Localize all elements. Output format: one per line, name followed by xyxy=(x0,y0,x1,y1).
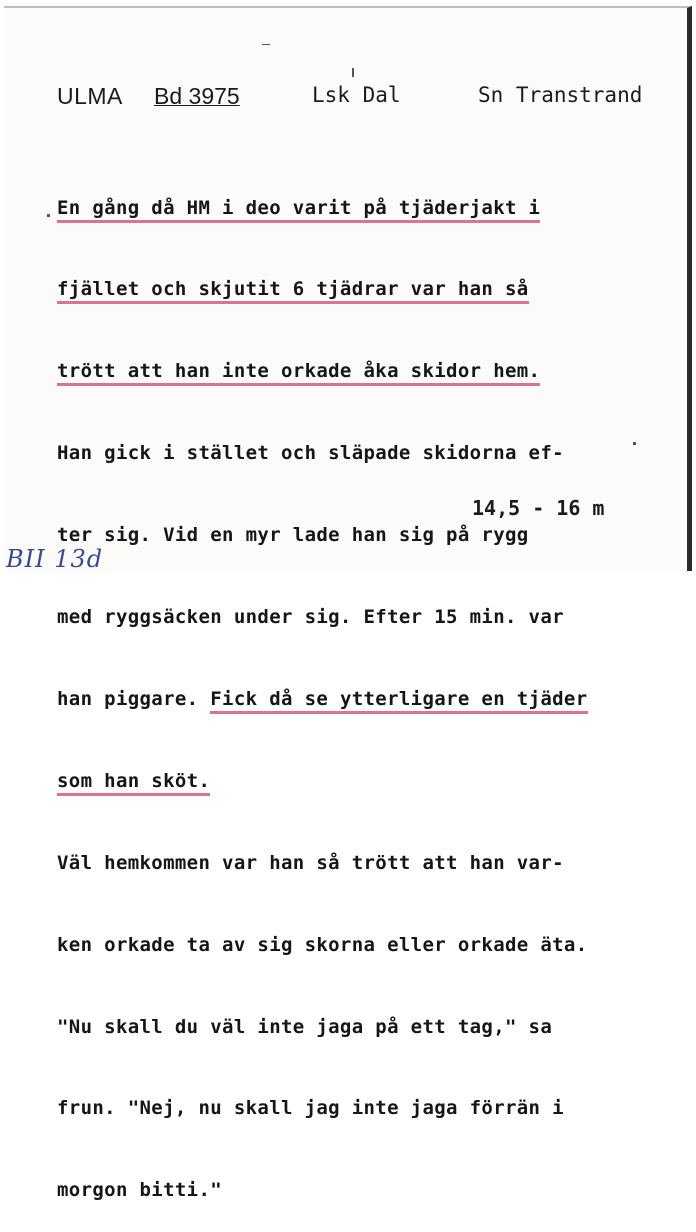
text-line-4: Han gick i stället och släpade skidorna ef- xyxy=(57,442,564,465)
text-line-3 xyxy=(57,358,588,385)
record-text xyxy=(57,140,588,1232)
ink-speck xyxy=(633,442,636,445)
highlighted-text: Fick då se ytterligare en tjäder xyxy=(210,688,587,714)
text-line-11: "Nu skall du väl inte jaga på ett tag," sa xyxy=(57,1015,553,1038)
text-line-1 xyxy=(57,195,588,222)
text-line-7-start: han piggare. xyxy=(57,687,211,710)
ink-speck xyxy=(47,214,50,217)
highlighted-text: som han sköt. xyxy=(57,770,210,796)
measurement: 14,5 - 16 m xyxy=(472,496,605,520)
text-line-8 xyxy=(57,768,588,795)
ink-speck xyxy=(262,44,270,45)
ink-speck xyxy=(352,68,354,77)
text-line-9: Väl hemkommen var han så trött att han var- xyxy=(57,851,564,874)
archive-name: ULMA xyxy=(57,83,123,109)
parish: Sn Transtrand xyxy=(478,83,643,107)
highlighted-text: fjället och skjutit 6 tjädrar var han så xyxy=(57,278,529,304)
text-line-13: morgon bitti." xyxy=(57,1179,223,1202)
volume-number: Bd 3975 xyxy=(154,83,240,109)
text-line-7 xyxy=(57,686,588,713)
highlighted-text: trött att han inte orkade åka skidor hem. xyxy=(57,360,540,386)
text-line-2 xyxy=(57,276,588,303)
handwritten-signum: BII 13d xyxy=(6,545,104,573)
text-line-6: med ryggsäcken under sig. Efter 15 min. var xyxy=(57,606,564,629)
province: Lsk Dal xyxy=(312,83,401,107)
text-line-10: ken orkade ta av sig skorna eller orkade äta. xyxy=(57,933,588,956)
text-line-5: ter sig. Vid en myr lade han sig på rygg xyxy=(57,524,529,547)
highlighted-text: En gång då HM i deo varit på tjäderjakt i xyxy=(57,197,540,223)
text-line-12: frun. "Nej, nu skall jag inte jaga förrän i xyxy=(57,1097,564,1120)
